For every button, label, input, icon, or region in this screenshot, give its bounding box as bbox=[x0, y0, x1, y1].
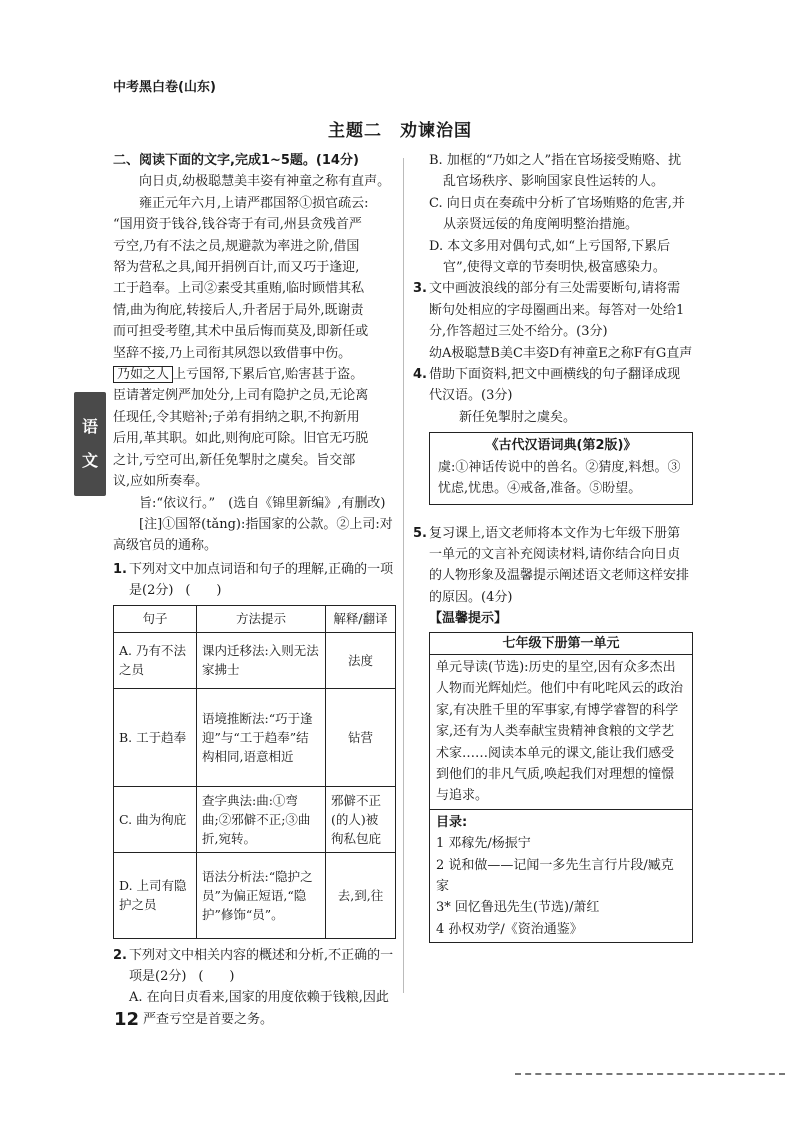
toc-item: 4 孙权劝学/《资治通鉴》 bbox=[436, 921, 583, 937]
passage-line: 议,应如所奏奉。 bbox=[113, 474, 209, 490]
table-cell: 语境推断法:“巧于逢迎”与“工于趋奉”结构相同,语意相近 bbox=[197, 688, 326, 786]
subject-tab-char-2: 文 bbox=[81, 451, 98, 470]
table-row bbox=[114, 852, 396, 938]
table-header: 句子 bbox=[114, 605, 197, 632]
table-cell: 语法分析法:“隐护之员”为偏正短语,“隐护”修饰“员”。 bbox=[197, 852, 326, 938]
passage-line: 情,曲为徇庇,转接后人,升者居于局外,既谢责 bbox=[113, 302, 364, 318]
question-stem: 借助下面资料,把文中画横线的句子翻译成现代汉语。(3分) bbox=[429, 367, 681, 404]
passage-line-boxed bbox=[113, 364, 396, 385]
question-2 bbox=[113, 945, 396, 988]
unit-box bbox=[429, 632, 693, 944]
table-cell: 邪僻不正(的人)被徇私包庇 bbox=[326, 786, 396, 852]
toc bbox=[430, 810, 692, 942]
table-cell: 查字典法:曲:①弯曲;②邪僻不正;③曲折,宛转。 bbox=[197, 786, 326, 852]
passage-closing: 旨:“依议行。” (选自《锦里新编》,有删改) bbox=[139, 495, 386, 511]
boxed-phrase: 乃如之人 bbox=[113, 366, 173, 383]
table-header: 方法提示 bbox=[197, 605, 326, 632]
passage-line: 亏空,乃有不法之员,规避款为率进之阶,借国 bbox=[113, 238, 360, 254]
table-row bbox=[114, 632, 396, 688]
question-number: 3. bbox=[413, 281, 427, 297]
passage-line: 后用,革其职。如此,则徇庇可除。旧官无巧脱 bbox=[113, 431, 369, 447]
unit-title: 七年级下册第一单元 bbox=[430, 633, 692, 655]
passage-line: 臣请著定例严加处分,上司有隐护之员,无论离 bbox=[113, 388, 369, 404]
book-header: 中考黑白卷(山东) bbox=[113, 80, 216, 95]
toc-item: 2 说和做——记闻一多先生言行片段/臧克家 bbox=[436, 857, 674, 894]
question-number: 4. bbox=[413, 367, 427, 383]
section-heading: 二、阅读下面的文字,完成1~5题。(14分) bbox=[113, 153, 359, 168]
passage-line: 雍正元年六月,上请严郡国帑①损官疏云: bbox=[139, 195, 369, 211]
topic-title: 主题二 劝谏治国 bbox=[328, 121, 472, 141]
table-cell: A. 乃有不法之员 bbox=[114, 632, 197, 688]
tip-label: 【温馨提示】 bbox=[429, 611, 508, 627]
dictionary-title: 《古代汉语词典(第2版)》 bbox=[485, 438, 637, 454]
question-4 bbox=[413, 364, 693, 407]
page-number: 12 bbox=[114, 1009, 140, 1030]
question-number: 1. bbox=[113, 561, 127, 577]
option-d: D. 本文多用对偶句式,如“上亏国帑,下累后官”,使得文章的节奏明快,极富感染力。 bbox=[429, 238, 671, 276]
passage-line: 帑为营私之具,闻开捐例百计,而又巧于逢迎, bbox=[113, 260, 360, 276]
passage-line: 坚辞不接,乃上司衔其夙怨以致借事中伤。 bbox=[113, 345, 352, 361]
table-row bbox=[114, 688, 396, 786]
passage-line-text: 上亏国帑,下累后官,贻害甚于盗。 bbox=[173, 367, 364, 383]
subject-tab bbox=[74, 392, 106, 496]
table-cell: D. 上司有隐护之员 bbox=[114, 852, 197, 938]
subject-tab-char-1: 语 bbox=[81, 417, 98, 436]
toc-label: 目录: bbox=[436, 814, 468, 830]
question-stem: 下列对文中相关内容的概述和分析,不正确的一项是(2分) bbox=[129, 947, 394, 984]
sentence-break-answer: 幼A极聪慧B美C丰姿D有神童E之称F有G直声 bbox=[429, 345, 693, 361]
question-1 bbox=[113, 559, 396, 602]
table-cell: C. 曲为徇庇 bbox=[114, 786, 197, 852]
table-row bbox=[114, 786, 396, 852]
table-header: 解释/翻译 bbox=[326, 605, 396, 632]
right-column bbox=[413, 150, 693, 943]
question-stem: 文中画波浪线的部分有三处需要断句,请将需断句处相应的字母圈画出来。每答对一处给1分,作答超过三处不给分。(3分) bbox=[429, 281, 685, 340]
table-cell: 去,到,往 bbox=[326, 852, 396, 938]
passage-line: 工于趋奉。上司②素受其重贿,临时顾惜其私 bbox=[113, 281, 365, 297]
passage-line: 任现任,令其赔补;子弟有捐纳之职,不拘新用 bbox=[113, 409, 360, 425]
answer-paren: ( ) bbox=[185, 583, 222, 599]
passage-line: “国用资于钱谷,钱谷寄于有司,州县贪残首严 bbox=[113, 217, 362, 233]
question-stem: 下列对文中加点词语和句子的理解,正确的一项是(2分) bbox=[129, 561, 394, 599]
question-number: 5. bbox=[413, 525, 427, 541]
dashed-divider bbox=[515, 1073, 785, 1075]
option-a: A. 在向日贞看来,国家的用度依赖于钱粮,因此严查亏空是首要之务。 bbox=[129, 990, 389, 1027]
answer-paren: ( ) bbox=[198, 968, 235, 984]
translation-sentence: 新任免掣肘之虞矣。 bbox=[459, 409, 577, 425]
question-stem: 复习课上,语文老师将本文作为七年级下册第一单元的文言补充阅读材料,请你结合向日贞的人物形象及温馨提示阐述语文老师这样安排的原因。(4分) bbox=[429, 525, 690, 605]
question-number: 2. bbox=[113, 947, 127, 963]
option-c: C. 向日贞在奏疏中分析了官场贿赂的危害,并从亲贤远佞的角度阐明整治措施。 bbox=[429, 195, 685, 233]
question-5 bbox=[413, 523, 693, 609]
table-cell: 法度 bbox=[326, 632, 396, 688]
unit-guide: 单元导读(节选):历史的星空,因有众多杰出人物而光辉灿烂。他们中有叱咤风云的政治家,有决胜千里的军事家,有博学睿智的科学家,还有为人类奉献宝贵精神食粮的文学艺术家……阅读本单元的课文,能让我们感受到他们的非凡气质,唤起我们对理想的憧憬与追求。 bbox=[430, 655, 692, 810]
option-b: B. 加框的“乃如之人”指在官场接受贿赂、扰乱官场秩序、影响国家良性运转的人。 bbox=[429, 153, 682, 190]
column-divider bbox=[403, 158, 404, 993]
dictionary-entry: 虞:①神话传说中的兽名。②猜度,料想。③忧虑,忧患。④戒备,准备。⑤盼望。 bbox=[438, 459, 681, 497]
table-cell: 课内迁移法:入则无法家拂士 bbox=[197, 632, 326, 688]
table-cell: 钻营 bbox=[326, 688, 396, 786]
passage-line: 之计,亏空可出,新任免掣肘之虞矣。旨交部 bbox=[113, 452, 356, 468]
left-column bbox=[113, 150, 396, 1030]
dictionary-box bbox=[429, 432, 693, 504]
toc-item: 3* 回忆鲁迅先生(节选)/萧红 bbox=[436, 900, 600, 916]
passage-line: 而可担受考堕,其术中虽后悔而莫及,即新任或 bbox=[113, 324, 369, 340]
table-cell: B. 工于趋奉 bbox=[114, 688, 197, 786]
question-3 bbox=[413, 278, 693, 342]
toc-item: 1 邓稼先/杨振宁 bbox=[436, 836, 531, 852]
method-table bbox=[113, 605, 396, 939]
passage-notes: [注]①国帑(tǎng):指国家的公款。②上司:对高级官员的通称。 bbox=[113, 516, 393, 554]
passage-title-line: 向日贞,幼极聪慧美丰姿有神童之称有直声。 bbox=[139, 174, 391, 190]
